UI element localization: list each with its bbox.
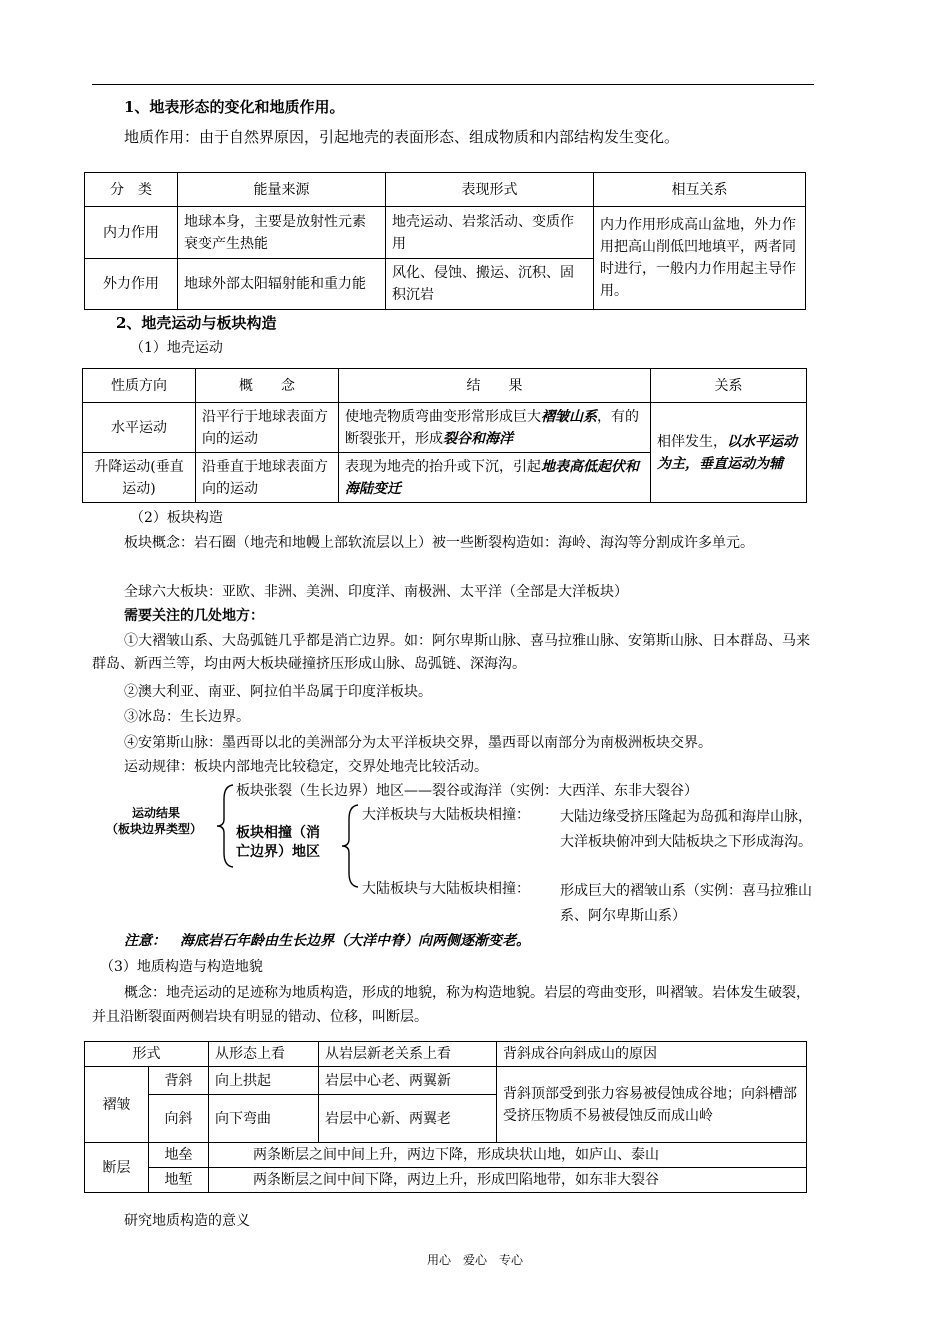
header-form: 表现形式	[386, 173, 594, 207]
continent-continent-text: 形成巨大的褶皱山系（实例：喜马拉雅山系、阿尔卑斯山系）	[560, 883, 812, 924]
fault-label: 断层	[85, 1143, 149, 1193]
header-direction: 性质方向	[83, 369, 196, 403]
vertical-concept: 沿垂直于地球表面方向的运动	[196, 453, 339, 503]
fold-reason: 背斜顶部受到张力容易被侵蚀成谷地；向斜槽部受挤压物质不易被侵蚀反而成山岭	[497, 1067, 807, 1143]
row-external-form: 风化、侵蚀、搬运、沉积、固积沉岩	[386, 259, 594, 310]
geologic-structure-table	[84, 1041, 807, 1193]
horizontal-concept: 沿平行于地球表面方向的运动	[196, 403, 339, 453]
geologic-process-table	[84, 172, 806, 310]
horst-name: 地垒	[149, 1143, 209, 1168]
crust-movement-table	[82, 368, 807, 503]
structure-subheading: （3）地质构造与构造地貌	[100, 959, 263, 975]
row-external-type: 外力作用	[85, 259, 178, 310]
horst-desc: 两条断层之间中间上升，两边下降，形成块状山地，如庐山、泰山	[209, 1143, 807, 1168]
page-footer: 用心 爱心 专心	[426, 1253, 523, 1267]
plate-tectonics-subheading: （2）板块构造	[130, 510, 223, 526]
syncline-name: 向斜	[149, 1095, 209, 1143]
structure-concept: 概念：地壳运动的足迹称为地质构造，形成的地貌，称为构造地貌。岩层的弯曲变形，叫褶皱。岩体发生破裂，并且沿断裂面两侧岩块有明显的错动、位移，叫断层。	[92, 985, 810, 1025]
movement-rule: 运动规律：板块内部地壳比较稳定，交界处地壳比较活动。	[124, 759, 488, 775]
horizontal-type: 水平运动	[83, 403, 196, 453]
header-result: 结 果	[339, 369, 651, 403]
graben-name: 地堑	[149, 1168, 209, 1193]
diagram-root-line2: （板块边界类型）	[106, 822, 203, 836]
main-brace-icon	[215, 783, 237, 869]
header-rule	[92, 84, 814, 85]
note-3: ③冰岛：生长边界。	[124, 709, 250, 725]
horizontal-result: 使地壳物质弯曲变形常形成巨大褶皱山系，有的断裂张开，形成裂谷和海洋	[339, 403, 651, 453]
continent-continent-label: 大陆板块与大陆板块相撞：	[362, 881, 530, 897]
syncline-shape: 向下弯曲	[209, 1095, 319, 1143]
anticline-shape: 向上拱起	[209, 1067, 319, 1095]
header-reason: 背斜成谷向斜成山的原因	[497, 1042, 807, 1067]
movement-relation: 相伴发生，以水平运动为主，垂直运动为辅	[651, 403, 807, 503]
ocean-continent-text: 大陆边缘受挤压隆起为岛孤和海岸山脉，大洋板块俯冲到大陆板块之下形成海沟。	[560, 809, 812, 850]
note-1: ①大褶皱山系、大岛弧链几乎都是消亡边界。如：阿尔卑斯山脉、喜马拉雅山脉、安第斯山脉、日本群岛、马来群岛、新西兰等，均由两大板块碰撞挤压形成山脉、岛弧链、深海沟。	[92, 633, 810, 672]
diagram-branch-convergent-line1: 板块相撞（消	[236, 825, 320, 841]
anticline-age: 岩层中心老、两翼新	[319, 1067, 497, 1095]
ocean-continent-label: 大洋板块与大陆板块相撞：	[362, 807, 530, 823]
note-2: ②澳大利亚、南亚、阿拉伯半岛属于印度洋板块。	[124, 684, 432, 700]
graben-desc: 两条断层之间中间下降，两边上升，形成凹陷地带，如东非大裂谷	[209, 1168, 807, 1193]
row-internal-energy: 地球本身，主要是放射性元素衰变产生热能	[178, 207, 386, 259]
seafloor-note: 注意： 海底岩石年龄由生长边界（大洋中脊）向两侧逐渐变老。	[124, 933, 530, 949]
header-concept: 概 念	[196, 369, 339, 403]
diagram-root-line1: 运动结果	[132, 806, 181, 820]
vertical-result: 表现为地壳的抬升或下沉，引起地表高低起伏和海陆变迁	[339, 453, 651, 503]
diagram-branch-divergent: 板块张裂（生长边界）地区——裂谷或海洋（实例：大西洋、东非大裂谷）	[236, 783, 698, 799]
diagram-branch-convergent-line2: 亡边界）地区	[236, 844, 320, 860]
section2-heading: 2、地壳运动与板块构造	[116, 314, 277, 332]
row-internal-type: 内力作用	[85, 207, 178, 259]
vertical-type: 升降运动(垂直运动)	[83, 453, 196, 503]
attention-heading: 需要关注的几处地方：	[124, 608, 264, 624]
syncline-age: 岩层中心新、两翼老	[319, 1095, 497, 1143]
header-energy: 能量来源	[178, 173, 386, 207]
header-category: 分 类	[85, 173, 178, 207]
fold-label: 褶皱	[85, 1067, 149, 1143]
note-4: ④安第斯山脉：墨西哥以北的美洲部分为太平洋板块交界，墨西哥以南部分为南极洲板块交界。	[124, 735, 712, 751]
section1-intro: 地质作用：由于自然界原因，引起地壳的表面形态、组成物质和内部结构发生变化。	[124, 128, 680, 146]
six-plates: 全球六大板块：亚欧、非洲、美洲、印度洋、南极洲、太平洋（全部是大洋板块）	[124, 584, 628, 600]
significance-heading: 研究地质构造的意义	[124, 1213, 250, 1229]
row-external-energy: 地球外部太阳辐射能和重力能	[178, 259, 386, 310]
header-relation: 相互关系	[594, 173, 806, 207]
header-relationship: 关系	[651, 369, 807, 403]
header-form-type: 形式	[85, 1042, 209, 1067]
section1-heading: 1、地表形态的变化和地质作用。	[124, 98, 345, 116]
header-shape: 从形态上看	[209, 1042, 319, 1067]
row-internal-form: 地壳运动、岩浆活动、变质作用	[386, 207, 594, 259]
header-age: 从岩层新老关系上看	[319, 1042, 497, 1067]
plate-concept: 板块概念：岩石圈（地壳和地幔上部软流层以上）被一些断裂构造如：海岭、海沟等分割成许多单元。	[124, 535, 754, 551]
sub-brace-icon	[340, 803, 362, 889]
anticline-name: 背斜	[149, 1067, 209, 1095]
relation-cell: 内力作用形成高山盆地，外力作用把高山削低凹地填平，两者同时进行，一般内力作用起主导作用。	[594, 207, 806, 310]
crust-movement-subheading: （1）地壳运动	[130, 340, 223, 356]
